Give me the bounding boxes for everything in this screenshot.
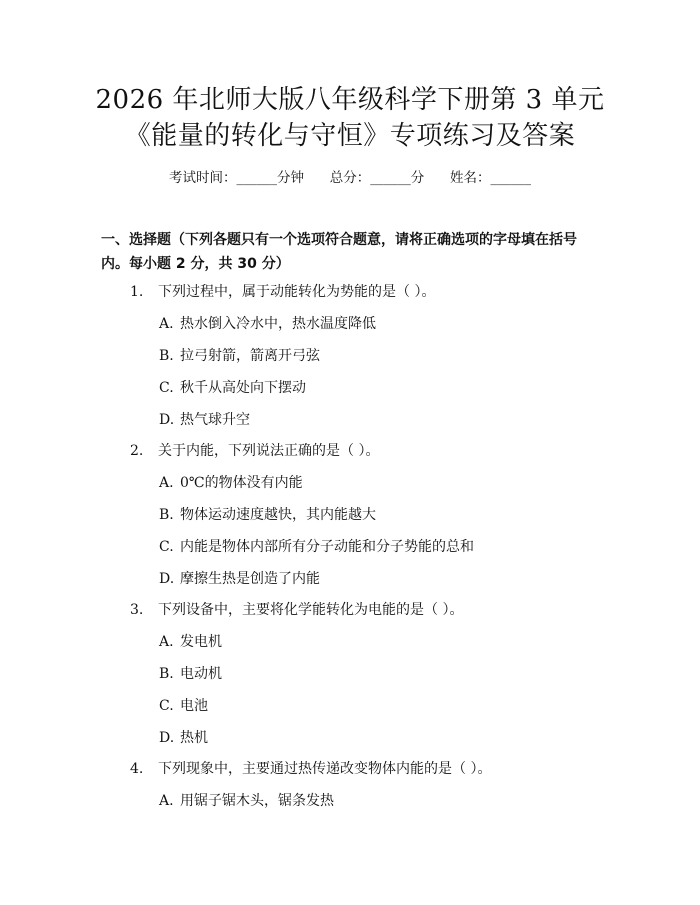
option-letter: B. [159, 666, 174, 682]
document-title-line-2: 《能量的转化与守恒》专项练习及答案 [124, 121, 576, 151]
option-text: 拉弓射箭，箭离开弓弦 [180, 348, 320, 364]
question-number: 1. [130, 284, 144, 300]
option-text: 热机 [180, 730, 208, 746]
option-letter: C. [159, 380, 174, 396]
option-text: 摩擦生热是创造了内能 [180, 571, 320, 587]
question-number: 4. [130, 761, 144, 777]
option-letter: D. [159, 571, 175, 587]
answer-option [159, 569, 320, 589]
question-number: 3. [130, 602, 144, 618]
question-text: 下列现象中，主要通过热传递改变物体内能的是（ ）。 [158, 761, 492, 777]
option-text: 热气球升空 [180, 412, 250, 428]
option-letter: B. [159, 507, 174, 523]
question [130, 441, 379, 461]
answer-option [159, 728, 208, 748]
option-letter: C. [159, 539, 174, 555]
option-letter: B. [159, 348, 174, 364]
question [130, 759, 491, 779]
question [130, 600, 463, 620]
option-letter: A. [159, 475, 174, 491]
answer-option [159, 473, 303, 493]
option-text: 秋千从高处向下摆动 [180, 380, 306, 396]
question [130, 282, 435, 302]
option-letter: A. [159, 316, 174, 332]
option-letter: A. [159, 634, 174, 650]
option-letter: C. [159, 698, 174, 714]
option-letter: A. [159, 793, 174, 809]
answer-option [159, 537, 474, 557]
answer-option [159, 632, 222, 652]
option-text: 发电机 [180, 634, 222, 650]
answer-option [159, 696, 208, 716]
option-letter: D. [159, 730, 175, 746]
answer-option [159, 791, 334, 811]
option-text: 用锯子锯木头，锯条发热 [180, 793, 334, 809]
option-text: 物体运动速度越快，其内能越大 [180, 507, 376, 523]
answer-option [159, 410, 250, 430]
answer-option [159, 378, 306, 398]
option-letter: D. [159, 412, 175, 428]
document-title-line-1: 2026 年北师大版八年级科学下册第 3 单元 [95, 85, 605, 115]
option-text: 热水倒入冷水中，热水温度降低 [180, 316, 376, 332]
question-number: 2. [130, 443, 144, 459]
option-text: 电动机 [180, 666, 222, 682]
answer-option [159, 346, 320, 366]
option-text: 0℃的物体没有内能 [180, 475, 303, 491]
question-text: 关于内能，下列说法正确的是（ ）。 [158, 443, 380, 459]
question-text: 下列设备中，主要将化学能转化为电能的是（ ）。 [158, 602, 464, 618]
exam-info-line: 考试时间：______分钟 总分：______分 姓名：______ [169, 170, 531, 186]
option-text: 电池 [180, 698, 208, 714]
section-heading: 一、选择题（下列各题只有一个选项符合题意，请将正确选项的字母填在括号内。每小题 2 分，共 30 分） [101, 232, 577, 272]
question-text: 下列过程中，属于动能转化为势能的是（ ）。 [158, 284, 436, 300]
answer-option [159, 664, 222, 684]
answer-option [159, 505, 376, 525]
answer-option [159, 314, 376, 334]
option-text: 内能是物体内部所有分子动能和分子势能的总和 [180, 539, 474, 555]
